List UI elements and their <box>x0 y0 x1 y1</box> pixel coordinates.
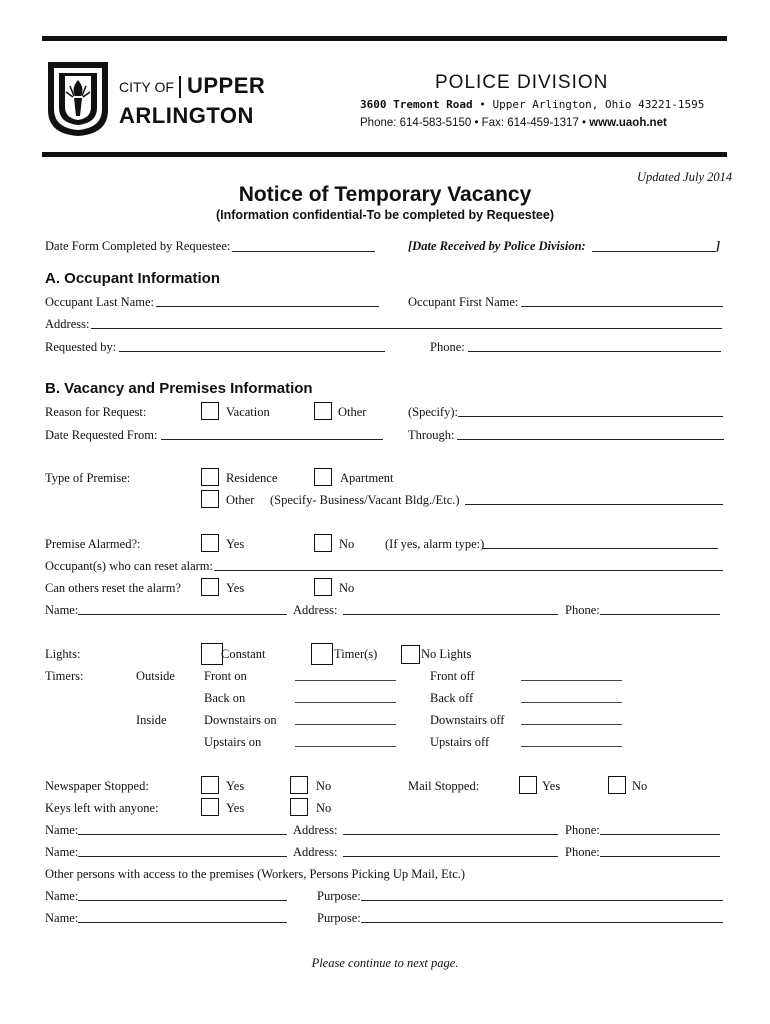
form-subtitle: (Information confidential-To be completed by Requestee) <box>216 208 554 222</box>
upstairs-off-label: Upstairs off <box>430 735 490 749</box>
others-reset-no-checkbox[interactable] <box>314 578 332 596</box>
alarmed-no-checkbox[interactable] <box>314 534 332 552</box>
reason-label: Reason for Request: <box>45 405 147 419</box>
lights-timers-label: Timer(s) <box>334 647 378 661</box>
alarm-contact-phone-field[interactable] <box>600 614 720 615</box>
access-person-2-name-label: Name: <box>45 911 79 925</box>
premise-type-label: Type of Premise: <box>45 471 131 485</box>
front-on-label: Front on <box>204 669 247 683</box>
alarmed-yes-label: Yes <box>226 537 245 551</box>
keys-yes-checkbox[interactable] <box>201 798 219 816</box>
others-reset-label: Can others reset the alarm? <box>45 581 182 595</box>
vacation-label: Vacation <box>226 405 270 419</box>
others-access-label: Other persons with access to the premises (Workers, Persons Picking Up Mail, Etc.) <box>45 867 466 881</box>
form-title: Notice of Temporary Vacancy <box>238 183 532 206</box>
mail-yes-label: Yes <box>542 779 561 793</box>
through-label: Through: <box>408 428 455 442</box>
lights-constant-label: Constant <box>221 647 266 661</box>
alarm-contact-address-field[interactable] <box>343 614 558 615</box>
police-division-title: POLICE DIVISION <box>435 72 609 93</box>
key-holder-1-phone-label: Phone: <box>565 823 600 837</box>
newspaper-no-label: No <box>316 779 332 793</box>
apartment-label: Apartment <box>340 471 394 485</box>
downstairs-on-label: Downstairs on <box>204 713 277 727</box>
key-holder-1-name-label: Name: <box>45 823 79 837</box>
upstairs-on-field[interactable] <box>295 746 396 747</box>
access-person-1-name-label: Name: <box>45 889 79 903</box>
through-field[interactable] <box>457 439 724 440</box>
access-person-2-name-field[interactable] <box>78 922 287 923</box>
department-contact: Phone: 614-583-5150 • Fax: 614-459-1317 • www.uaoh.net <box>360 117 667 129</box>
access-person-2-purpose-field[interactable] <box>361 922 723 923</box>
phone-label: Phone: <box>430 340 465 354</box>
date-received-label: [Date Received by Police Division: <box>408 239 586 253</box>
reason-other-label: Other <box>338 405 367 419</box>
section-a-heading: A. Occupant Information <box>45 270 221 287</box>
access-person-1-purpose-field[interactable] <box>361 900 723 901</box>
department-address: 3600 Tremont Road • Upper Arlington, Ohio 43221-1595 <box>360 98 705 111</box>
continue-note: Please continue to next page. <box>311 956 459 970</box>
phone-field[interactable] <box>468 351 721 352</box>
city-arlington-label: ARLINGTON <box>119 103 254 128</box>
requested-by-field[interactable] <box>119 351 385 352</box>
logo-divider <box>179 76 181 98</box>
front-off-label: Front off <box>430 669 475 683</box>
date-completed-label: Date Form Completed by Requestee: <box>45 239 231 253</box>
mail-yes-checkbox[interactable] <box>519 776 537 794</box>
date-from-label: Date Requested From: <box>45 428 158 442</box>
lights-constant-checkbox[interactable] <box>201 643 223 665</box>
address-field[interactable] <box>91 328 722 329</box>
key-holder-2-phone-label: Phone: <box>565 845 600 859</box>
header-bottom-rule <box>42 152 727 157</box>
upstairs-on-label: Upstairs on <box>204 735 262 749</box>
key-holder-1-name-field[interactable] <box>78 834 287 835</box>
downstairs-off-label: Downstairs off <box>430 713 505 727</box>
others-reset-yes-label: Yes <box>226 581 245 595</box>
key-holder-2-phone-field[interactable] <box>600 856 720 857</box>
premise-other-checkbox[interactable] <box>201 490 219 508</box>
alarm-contact-name-field[interactable] <box>78 614 287 615</box>
apartment-checkbox[interactable] <box>314 468 332 486</box>
key-holder-2-address-field[interactable] <box>343 856 558 857</box>
residence-label: Residence <box>226 471 278 485</box>
lights-label: Lights: <box>45 647 81 661</box>
keys-yes-label: Yes <box>226 801 245 815</box>
requested-by-label: Requested by: <box>45 340 117 354</box>
specify-field[interactable] <box>458 416 723 417</box>
front-on-field[interactable] <box>295 680 396 681</box>
residence-checkbox[interactable] <box>201 468 219 486</box>
alarm-type-field[interactable] <box>483 548 718 549</box>
premise-other-label: Other <box>226 493 255 507</box>
occupant-last-name-field[interactable] <box>156 306 379 307</box>
reset-who-label: Occupant(s) who can reset alarm: <box>45 559 213 573</box>
inside-label: Inside <box>136 713 167 727</box>
updated-date: Updated July 2014 <box>637 170 733 184</box>
key-holder-1-phone-field[interactable] <box>600 834 720 835</box>
specify-business-label: (Specify- Business/Vacant Bldg./Etc.) <box>270 493 460 507</box>
newspaper-no-checkbox[interactable] <box>290 776 308 794</box>
header-top-rule <box>42 36 727 41</box>
key-holder-1-address-field[interactable] <box>343 834 558 835</box>
timers-label: Timers: <box>45 669 84 683</box>
downstairs-on-field[interactable] <box>295 724 396 725</box>
access-person-1-purpose-label: Purpose: <box>317 889 361 903</box>
alarmed-yes-checkbox[interactable] <box>201 534 219 552</box>
specify-label: (Specify): <box>408 405 458 419</box>
premise-alarmed-label: Premise Alarmed?: <box>45 537 141 551</box>
keys-label: Keys left with anyone: <box>45 801 159 815</box>
reset-who-field[interactable] <box>214 570 723 571</box>
key-holder-2-address-label: Address: <box>293 845 338 859</box>
section-b-heading: B. Vacancy and Premises Information <box>45 380 313 397</box>
city-upper-label: UPPER <box>187 73 266 98</box>
address-label: Address: <box>45 317 90 331</box>
no-lights-checkbox[interactable] <box>401 645 420 664</box>
occupant-first-name-label: Occupant First Name: <box>408 295 519 309</box>
back-off-field[interactable] <box>521 702 622 703</box>
front-off-field[interactable] <box>521 680 622 681</box>
specify-business-field[interactable] <box>465 504 723 505</box>
key-holder-2-name-label: Name: <box>45 845 79 859</box>
access-person-1-name-field[interactable] <box>78 900 287 901</box>
access-person-2-purpose-label: Purpose: <box>317 911 361 925</box>
newspaper-label: Newspaper Stopped: <box>45 779 149 793</box>
newspaper-yes-label: Yes <box>226 779 245 793</box>
keys-no-checkbox[interactable] <box>290 798 308 816</box>
date-received-field[interactable] <box>592 251 716 252</box>
others-reset-no-label: No <box>339 581 355 595</box>
vacation-checkbox[interactable] <box>201 402 219 420</box>
back-on-field[interactable] <box>295 702 396 703</box>
key-holder-2-name-field[interactable] <box>78 856 287 857</box>
mail-no-checkbox[interactable] <box>608 776 626 794</box>
lights-timers-checkbox[interactable] <box>311 643 333 665</box>
occupant-first-name-field[interactable] <box>521 306 723 307</box>
others-reset-yes-checkbox[interactable] <box>201 578 219 596</box>
key-holder-1-address-label: Address: <box>293 823 338 837</box>
downstairs-off-field[interactable] <box>521 724 622 725</box>
alarm-contact-name-label: Name: <box>45 603 79 617</box>
occupant-last-name-label: Occupant Last Name: <box>45 295 154 309</box>
upstairs-off-field[interactable] <box>521 746 622 747</box>
back-on-label: Back on <box>204 691 246 705</box>
city-of-label: CITY OF <box>119 79 174 95</box>
alarm-type-label: (If yes, alarm type:) <box>385 537 485 551</box>
newspaper-yes-checkbox[interactable] <box>201 776 219 794</box>
mail-no-label: No <box>632 779 648 793</box>
keys-no-label: No <box>316 801 332 815</box>
city-seal-logo <box>44 58 112 138</box>
alarmed-no-label: No <box>339 537 355 551</box>
back-off-label: Back off <box>430 691 474 705</box>
outside-label: Outside <box>136 669 175 683</box>
date-received-bracket: ] <box>716 239 721 253</box>
reason-other-checkbox[interactable] <box>314 402 332 420</box>
alarm-contact-address-label: Address: <box>293 603 338 617</box>
mail-stopped-label: Mail Stopped: <box>408 779 480 793</box>
no-lights-label: No Lights <box>421 647 472 661</box>
alarm-contact-phone-label: Phone: <box>565 603 600 617</box>
date-from-field[interactable] <box>161 439 383 440</box>
date-completed-field[interactable] <box>232 251 375 252</box>
